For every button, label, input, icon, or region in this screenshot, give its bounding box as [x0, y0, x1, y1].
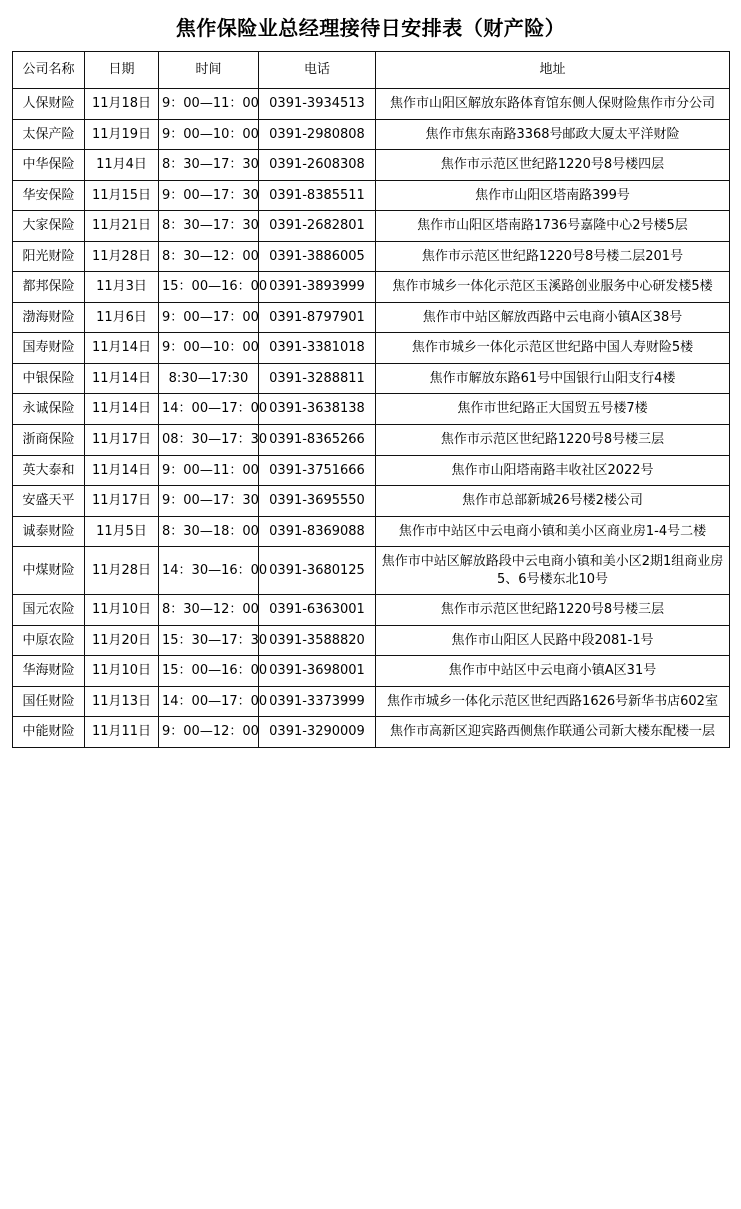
- cell-phone: 0391-3934513: [259, 89, 376, 120]
- cell-time: 14：00—17：00: [159, 686, 259, 717]
- cell-date: 11月3日: [85, 272, 159, 303]
- cell-company: 国元农险: [13, 595, 85, 626]
- cell-company: 中能财险: [13, 717, 85, 748]
- cell-company: 大家保险: [13, 211, 85, 242]
- cell-phone: 0391-3751666: [259, 455, 376, 486]
- cell-time: 8:30—17:30: [159, 363, 259, 394]
- cell-phone: 0391-2980808: [259, 119, 376, 150]
- cell-address: 焦作市山阳塔南路丰收社区2022号: [376, 455, 730, 486]
- cell-phone: 0391-3373999: [259, 686, 376, 717]
- cell-date: 11月11日: [85, 717, 159, 748]
- table-row: [13, 595, 730, 626]
- cell-time: 15：30—17：30: [159, 625, 259, 656]
- cell-address: 焦作市示范区世纪路1220号8号楼二层201号: [376, 241, 730, 272]
- cell-time: 9：00—11：00: [159, 89, 259, 120]
- table-row: [13, 656, 730, 687]
- cell-company: 人保财险: [13, 89, 85, 120]
- cell-address: 焦作市总部新城26号楼2楼公司: [376, 486, 730, 517]
- cell-time: 8：30—18：00: [159, 516, 259, 547]
- cell-address: 焦作市世纪路正大国贸五号楼7楼: [376, 394, 730, 425]
- cell-address: 焦作市城乡一体化示范区世纪路中国人寿财险5楼: [376, 333, 730, 364]
- schedule-table: [12, 51, 730, 748]
- cell-phone: 0391-8385511: [259, 180, 376, 211]
- cell-company: 中银保险: [13, 363, 85, 394]
- cell-date: 11月14日: [85, 455, 159, 486]
- cell-company: 华海财险: [13, 656, 85, 687]
- cell-company: 渤海财险: [13, 302, 85, 333]
- cell-phone: 0391-3290009: [259, 717, 376, 748]
- cell-time: 08：30—17：30: [159, 425, 259, 456]
- cell-date: 11月21日: [85, 211, 159, 242]
- cell-company: 安盛天平: [13, 486, 85, 517]
- column-header-phone: 电话: [259, 52, 376, 89]
- cell-time: 9：00—11：00: [159, 455, 259, 486]
- cell-date: 11月14日: [85, 394, 159, 425]
- cell-date: 11月13日: [85, 686, 159, 717]
- cell-phone: 0391-8365266: [259, 425, 376, 456]
- cell-time: 8：30—12：00: [159, 241, 259, 272]
- cell-phone: 0391-3381018: [259, 333, 376, 364]
- cell-phone: 0391-3886005: [259, 241, 376, 272]
- cell-company: 华安保险: [13, 180, 85, 211]
- table-row: [13, 363, 730, 394]
- cell-date: 11月14日: [85, 363, 159, 394]
- cell-address: 焦作市城乡一体化示范区世纪西路1626号新华书店602室: [376, 686, 730, 717]
- cell-date: 11月10日: [85, 595, 159, 626]
- table-row: [13, 394, 730, 425]
- table-header: [13, 52, 730, 89]
- cell-company: 国任财险: [13, 686, 85, 717]
- cell-company: 国寿财险: [13, 333, 85, 364]
- column-header-address: 地址: [376, 52, 730, 89]
- table-row: [13, 547, 730, 595]
- cell-time: 15：00—16：00: [159, 656, 259, 687]
- cell-date: 11月14日: [85, 333, 159, 364]
- cell-date: 11月17日: [85, 486, 159, 517]
- cell-date: 11月20日: [85, 625, 159, 656]
- cell-address: 焦作市示范区世纪路1220号8号楼三层: [376, 425, 730, 456]
- cell-company: 中原农险: [13, 625, 85, 656]
- cell-phone: 0391-3695550: [259, 486, 376, 517]
- cell-phone: 0391-2682801: [259, 211, 376, 242]
- cell-address: 焦作市示范区世纪路1220号8号楼四层: [376, 150, 730, 181]
- cell-address: 焦作市示范区世纪路1220号8号楼三层: [376, 595, 730, 626]
- cell-time: 9：00—12：00: [159, 717, 259, 748]
- cell-date: 11月28日: [85, 547, 159, 595]
- cell-company: 英大泰和: [13, 455, 85, 486]
- column-header-time: 时间: [159, 52, 259, 89]
- cell-company: 太保产险: [13, 119, 85, 150]
- table-row: [13, 455, 730, 486]
- cell-date: 11月15日: [85, 180, 159, 211]
- page-title: 焦作保险业总经理接待日安排表（财产险）: [175, 16, 566, 40]
- table-row: [13, 302, 730, 333]
- table-row: [13, 717, 730, 748]
- cell-company: 浙商保险: [13, 425, 85, 456]
- table-row: [13, 150, 730, 181]
- table-row: [13, 89, 730, 120]
- cell-company: 诚泰财险: [13, 516, 85, 547]
- cell-date: 11月17日: [85, 425, 159, 456]
- cell-time: 9：00—17：30: [159, 180, 259, 211]
- cell-date: 11月4日: [85, 150, 159, 181]
- cell-company: 阳光财险: [13, 241, 85, 272]
- table-row: [13, 272, 730, 303]
- cell-time: 9：00—10：00: [159, 119, 259, 150]
- table-row: [13, 333, 730, 364]
- cell-date: 11月19日: [85, 119, 159, 150]
- table-row: [13, 180, 730, 211]
- cell-date: 11月6日: [85, 302, 159, 333]
- table-row: [13, 625, 730, 656]
- cell-company: 中煤财险: [13, 547, 85, 595]
- cell-time: 14：30—16：00: [159, 547, 259, 595]
- cell-phone: 0391-8369088: [259, 516, 376, 547]
- table-row: [13, 486, 730, 517]
- cell-phone: 0391-3288811: [259, 363, 376, 394]
- cell-time: 15：00—16：00: [159, 272, 259, 303]
- cell-time: 8：30—17：30: [159, 150, 259, 181]
- cell-date: 11月28日: [85, 241, 159, 272]
- cell-date: 11月10日: [85, 656, 159, 687]
- cell-company: 中华保险: [13, 150, 85, 181]
- table-row: [13, 211, 730, 242]
- cell-time: 9：00—10：00: [159, 333, 259, 364]
- cell-address: 焦作市中站区中云电商小镇A区31号: [376, 656, 730, 687]
- column-header-company: 公司名称: [13, 52, 85, 89]
- cell-time: 9：00—17：00: [159, 302, 259, 333]
- cell-address: 焦作市焦东南路3368号邮政大厦太平洋财险: [376, 119, 730, 150]
- table-body: [13, 89, 730, 748]
- cell-address: 焦作市高新区迎宾路西侧焦作联通公司新大楼东配楼一层: [376, 717, 730, 748]
- cell-phone: 0391-8797901: [259, 302, 376, 333]
- cell-phone: 0391-3638138: [259, 394, 376, 425]
- cell-address: 焦作市山阳区人民路中段2081-1号: [376, 625, 730, 656]
- cell-phone: 0391-3893999: [259, 272, 376, 303]
- table-row: [13, 686, 730, 717]
- cell-address: 焦作市山阳区塔南路399号: [376, 180, 730, 211]
- cell-phone: 0391-3588820: [259, 625, 376, 656]
- cell-time: 8：30—17：30: [159, 211, 259, 242]
- cell-time: 14：00—17：00: [159, 394, 259, 425]
- cell-address: 焦作市山阳区解放东路体育馆东侧人保财险焦作市分公司: [376, 89, 730, 120]
- cell-address: 焦作市中站区解放西路中云电商小镇A区38号: [376, 302, 730, 333]
- cell-address: 焦作市解放东路61号中国银行山阳支行4楼: [376, 363, 730, 394]
- table-header-row: [13, 52, 730, 89]
- table-row: [13, 241, 730, 272]
- cell-time: 9：00—17：30: [159, 486, 259, 517]
- table-row: [13, 516, 730, 547]
- cell-phone: 0391-2608308: [259, 150, 376, 181]
- cell-time: 8：30—12：00: [159, 595, 259, 626]
- table-row: [13, 425, 730, 456]
- table-row: [13, 119, 730, 150]
- cell-address: 焦作市中站区中云电商小镇和美小区商业房1-4号二楼: [376, 516, 730, 547]
- cell-address: 焦作市中站区解放路段中云电商小镇和美小区2期1组商业房5、6号楼东北10号: [376, 547, 730, 595]
- cell-phone: 0391-3698001: [259, 656, 376, 687]
- cell-phone: 0391-3680125: [259, 547, 376, 595]
- column-header-date: 日期: [85, 52, 159, 89]
- cell-date: 11月5日: [85, 516, 159, 547]
- cell-address: 焦作市城乡一体化示范区玉溪路创业服务中心研发楼5楼: [376, 272, 730, 303]
- cell-company: 永诚保险: [13, 394, 85, 425]
- cell-phone: 0391-6363001: [259, 595, 376, 626]
- cell-company: 都邦保险: [13, 272, 85, 303]
- cell-date: 11月18日: [85, 89, 159, 120]
- cell-address: 焦作市山阳区塔南路1736号嘉隆中心2号楼5层: [376, 211, 730, 242]
